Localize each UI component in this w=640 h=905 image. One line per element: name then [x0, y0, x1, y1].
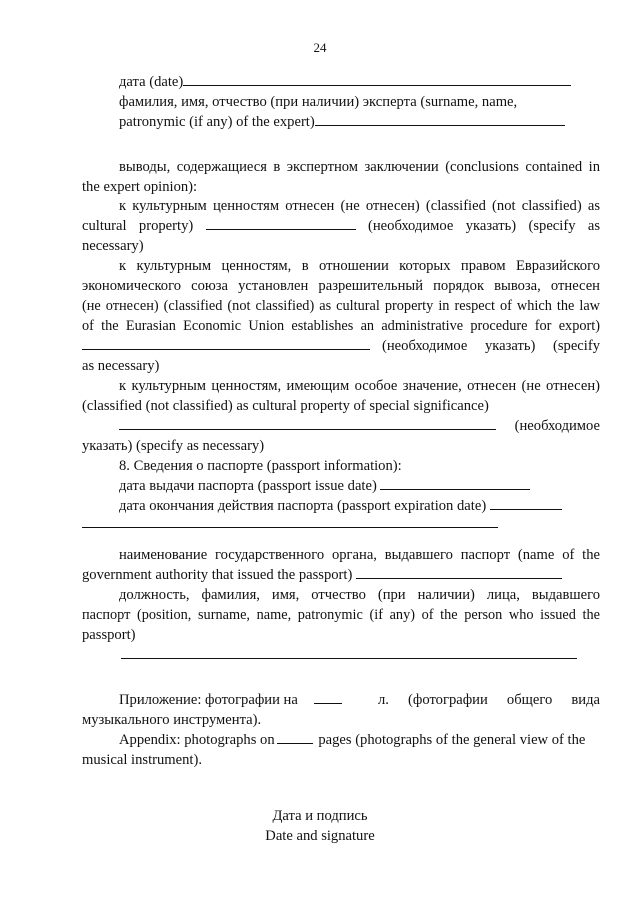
expert-name-line [119, 112, 600, 132]
passport-expiration-blank[interactable] [490, 496, 562, 510]
eaeu-label-4: of the Eurasian Economic Union establishes an administrative procedure for export) [82, 318, 600, 334]
authority-label: наименование государственного органа, выдавшего паспорт (name of the [119, 547, 600, 563]
special-label: к культурным ценностям, имеющим особое значение, отнесен (не отнесен) [119, 378, 600, 394]
issuer-blank[interactable] [121, 658, 577, 659]
classified-line [82, 216, 600, 236]
classified-label: к культурным ценностям отнесен (не отнесен) (classified (not classified) as [119, 198, 600, 214]
specify-note-cont: necessary) [82, 238, 144, 254]
eaeu-line [82, 336, 600, 356]
appendix-en-blank[interactable] [277, 730, 313, 744]
expert-name-label: фамилия, имя, отчество (при наличии) эксперта (surname, name, [119, 94, 518, 110]
appendix-ru-line [119, 690, 600, 710]
issuer-label-3: passport) [82, 627, 136, 643]
special-specify-note: (необходимое [514, 418, 600, 434]
appendix-en-label-cont: musical instrument). [82, 752, 202, 768]
page-number: 24 [313, 40, 327, 55]
authority-blank[interactable] [356, 565, 562, 579]
eaeu-specify-note-cont: as necessary) [82, 358, 160, 374]
appendix-ru-blank[interactable] [314, 690, 342, 704]
appendix-en-line [119, 730, 600, 750]
eaeu-label: к культурным ценностям, в отношении которых правом Евразийского [119, 258, 600, 274]
specify-note: (необходимое указать) (specify as [368, 218, 601, 234]
expert-name-label-cont: patronymic (if any) of the expert) [119, 114, 315, 130]
passport-expiration-line [119, 496, 600, 516]
conclusions-label-cont: the expert opinion): [82, 179, 198, 195]
passport-issue-line [119, 476, 600, 496]
conclusions-label: выводы, содержащиеся в экспертном заключении (conclusions contained in [119, 159, 600, 175]
special-specify-note-cont: указать) (specify as necessary) [82, 438, 265, 454]
eaeu-blank[interactable] [82, 336, 370, 350]
date-label: дата (date) [119, 74, 184, 90]
appendix-ru-label: Приложение: фотографии на [119, 692, 298, 708]
appendix-en-label: Appendix: photographs on [119, 732, 275, 748]
passport-issue-label: дата выдачи паспорта (passport issue date) [119, 478, 377, 494]
date-blank[interactable] [183, 72, 571, 86]
special-blank[interactable] [119, 416, 496, 430]
unused-spacer [119, 170, 600, 190]
appendix-en-label-2: pages (photographs of the general view of the [318, 732, 586, 748]
special-label-2: (classified (not classified) as cultural property of special significance) [82, 398, 489, 414]
eaeu-label-2: экономического союза установлен разрешительный порядок вывоза, отнесен [82, 278, 600, 294]
issuer-label: должность, фамилия, имя, отчество (при наличии) лица, выдавшего [119, 587, 600, 603]
eaeu-specify-note: (необходимое указать) (specify [382, 338, 600, 354]
passport-section-heading: 8. Сведения о паспорте (passport information): [119, 458, 402, 474]
signature-label-en: Date and signature [265, 828, 375, 844]
eaeu-label-3: (не отнесен) (classified (not classified) as cultural property in respect of which the law [82, 298, 600, 314]
authority-line [82, 565, 600, 585]
signature-label-ru: Дата и подпись [272, 808, 368, 824]
classified-blank[interactable] [206, 216, 356, 230]
issuer-label-2: паспорт (position, surname, name, patronymic (if any) of the person who issued the [82, 607, 600, 623]
passport-issue-blank[interactable] [380, 476, 530, 490]
special-line [82, 416, 600, 436]
passport-expiration-label: дата окончания действия паспорта (passport expiration date) [119, 498, 487, 514]
authority-label-cont: government authority that issued the passport) [82, 567, 353, 583]
date-field-line [119, 72, 600, 92]
expert-name-blank[interactable] [315, 112, 565, 126]
classified-label-cont: cultural property) [82, 218, 194, 234]
appendix-ru-label-2: л. (фотографии общего вида [378, 692, 600, 708]
passport-expiration-blank-line[interactable] [82, 527, 498, 528]
appendix-ru-label-cont: музыкального инструмента). [82, 712, 262, 728]
